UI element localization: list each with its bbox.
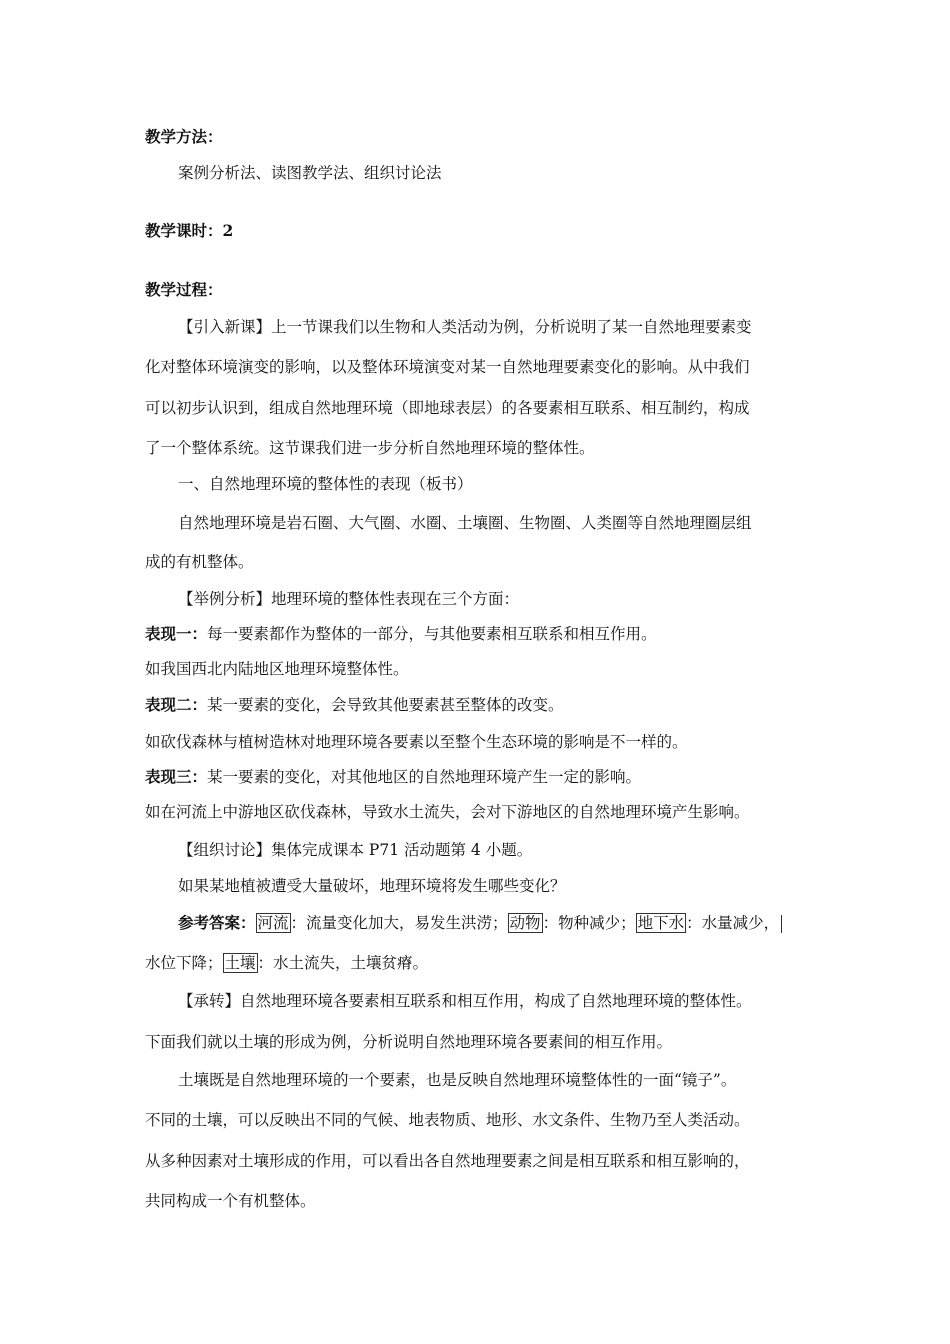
answer-animal-box: 动物 — [509, 914, 541, 932]
manifestation-1-label: 表现一： — [145, 624, 208, 643]
hours-heading: 教学课时：2 — [145, 221, 234, 240]
manifestation-2-example: 如砍伐森林与植树造林对地理环境各要素以至整个生态环境的影响是不一样的。 — [145, 733, 688, 751]
answer-groundwater-box: 地下水 — [637, 914, 685, 932]
definition-line-1: 自然地理环境是岩石圈、大气圈、水圈、土壤圈、生物圈、人类圈等自然地理圈层组 — [178, 514, 752, 532]
answer-river-text: ：流量变化加大，易发生洪涝； — [290, 914, 508, 932]
manifestation-2 — [145, 694, 564, 716]
definition-line-2: 成的有机整体。 — [145, 553, 254, 571]
manifestation-3 — [145, 766, 641, 788]
answer-groundwater-text: ：水量减少， — [686, 914, 780, 932]
answer-soil-box: 土壤 — [224, 954, 256, 972]
transition-line-1: 【承转】自然地理环境各要素相互联系和相互作用，构成了自然地理环境的整体性。 — [178, 992, 752, 1010]
answer-line-1 — [178, 912, 782, 934]
answer-end-bar — [781, 915, 782, 933]
method-heading: 教学方法： — [145, 127, 223, 146]
soil-line-3: 从多种因素对土壤形成的作用，可以看出各自然地理要素之间是相互联系和相互影响的， — [145, 1152, 750, 1170]
discussion-question: 如果某地植被遭受大量破坏，地理环境将发生哪些变化？ — [178, 877, 566, 895]
method-text: 案例分析法、读图教学法、组织讨论法 — [178, 164, 442, 182]
process-heading: 教学过程： — [145, 280, 223, 299]
manifestation-3-text: 某一要素的变化，对其他地区的自然地理环境产生一定的影响。 — [207, 768, 642, 786]
intro-line-1: 【引入新课】上一节课我们以生物和人类活动为例，分析说明了某一自然地理要素变 — [178, 318, 752, 336]
intro-line-2: 化对整体环境演变的影响，以及整体环境演变对某一自然地理要素变化的影响。从中我们 — [145, 358, 750, 376]
manifestation-1-text: 每一要素都作为整体的一部分，与其他要素相互联系和相互作用。 — [207, 625, 657, 643]
example-intro: 【举例分析】地理环境的整体性表现在三个方面： — [178, 590, 520, 608]
section-one-title: 一、自然地理环境的整体性的表现（板书） — [178, 475, 473, 493]
manifestation-2-label: 表现二： — [145, 695, 208, 714]
soil-line-4: 共同构成一个有机整体。 — [145, 1192, 316, 1210]
answer-river-box: 河流 — [257, 914, 289, 932]
soil-line-2: 不同的土壤，可以反映出不同的气候、地表物质、地形、水文条件、生物乃至人类活动。 — [145, 1111, 750, 1129]
answer-animal-text: ：物种减少； — [542, 914, 636, 932]
manifestation-1-example: 如我国西北内陆地区地理环境整体性。 — [145, 660, 409, 678]
manifestation-3-label: 表现三： — [145, 767, 208, 786]
intro-line-4: 了一个整体系统。这节课我们进一步分析自然地理环境的整体性。 — [145, 439, 595, 457]
soil-line-1: 土壤既是自然地理环境的一个要素，也是反映自然地理环境整体性的一面“镜子”。 — [178, 1071, 737, 1089]
answer-label: 参考答案： — [178, 913, 256, 932]
manifestation-1 — [145, 623, 657, 645]
answer-line-2 — [145, 952, 428, 974]
discussion-prompt: 【组织讨论】集体完成课本 P71 活动题第 4 小题。 — [178, 841, 533, 859]
manifestation-3-example: 如在河流上中游地区砍伐森林，导致水土流失，会对下游地区的自然地理环境产生影响。 — [145, 803, 750, 821]
intro-line-3: 可以初步认识到，组成自然地理环境（即地球表层）的各要素相互联系、相互制约，构成 — [145, 399, 750, 417]
transition-line-2: 下面我们就以土壤的形成为例，分析说明自然地理环境各要素间的相互作用。 — [145, 1033, 673, 1051]
manifestation-2-text: 某一要素的变化，会导致其他要素甚至整体的改变。 — [207, 696, 564, 714]
answer-soil-text: ：水土流失，土壤贫瘠。 — [257, 954, 429, 972]
answer-line2-start: 水位下降； — [145, 954, 223, 972]
